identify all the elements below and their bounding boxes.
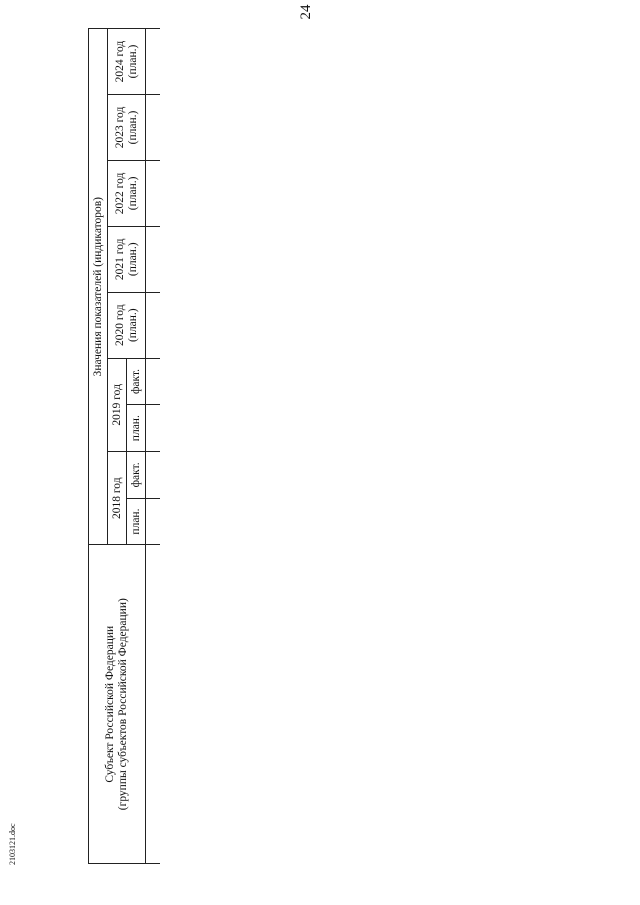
table-body: [146, 29, 161, 864]
table-header: [89, 29, 146, 864]
subject-header-line1: Субъект Российской Федерации: [104, 625, 116, 783]
year-2023-header: 2023 год (план.): [108, 95, 146, 161]
rotated-table-container: [88, 28, 580, 864]
fact-2018-header: факт.: [127, 452, 146, 499]
indicators-table: [88, 28, 160, 864]
subject-column-header: [89, 545, 146, 864]
plan-2019-header: план.: [127, 405, 146, 452]
year-2020-header: 2020 год (план.): [108, 292, 146, 358]
fact-2019-header: факт.: [127, 358, 146, 405]
document-code: 2103121.doc: [8, 823, 17, 865]
year-2018-header: 2018 год: [108, 452, 127, 545]
year-2022-header: 2022 год (план.): [108, 160, 146, 226]
year-2019-header: 2019 год: [108, 358, 127, 451]
spacer-row: [146, 29, 161, 864]
plan-2018-header: план.: [127, 498, 146, 545]
year-2024-header: 2024 год (план.): [108, 29, 146, 95]
page-number: 24: [298, 4, 314, 20]
year-2021-header: 2021 год (план.): [108, 226, 146, 292]
values-group-header: Значения показателей (индикаторов): [89, 29, 108, 545]
subject-header-line2: (группы субъектов Российской Федерации): [117, 598, 129, 811]
